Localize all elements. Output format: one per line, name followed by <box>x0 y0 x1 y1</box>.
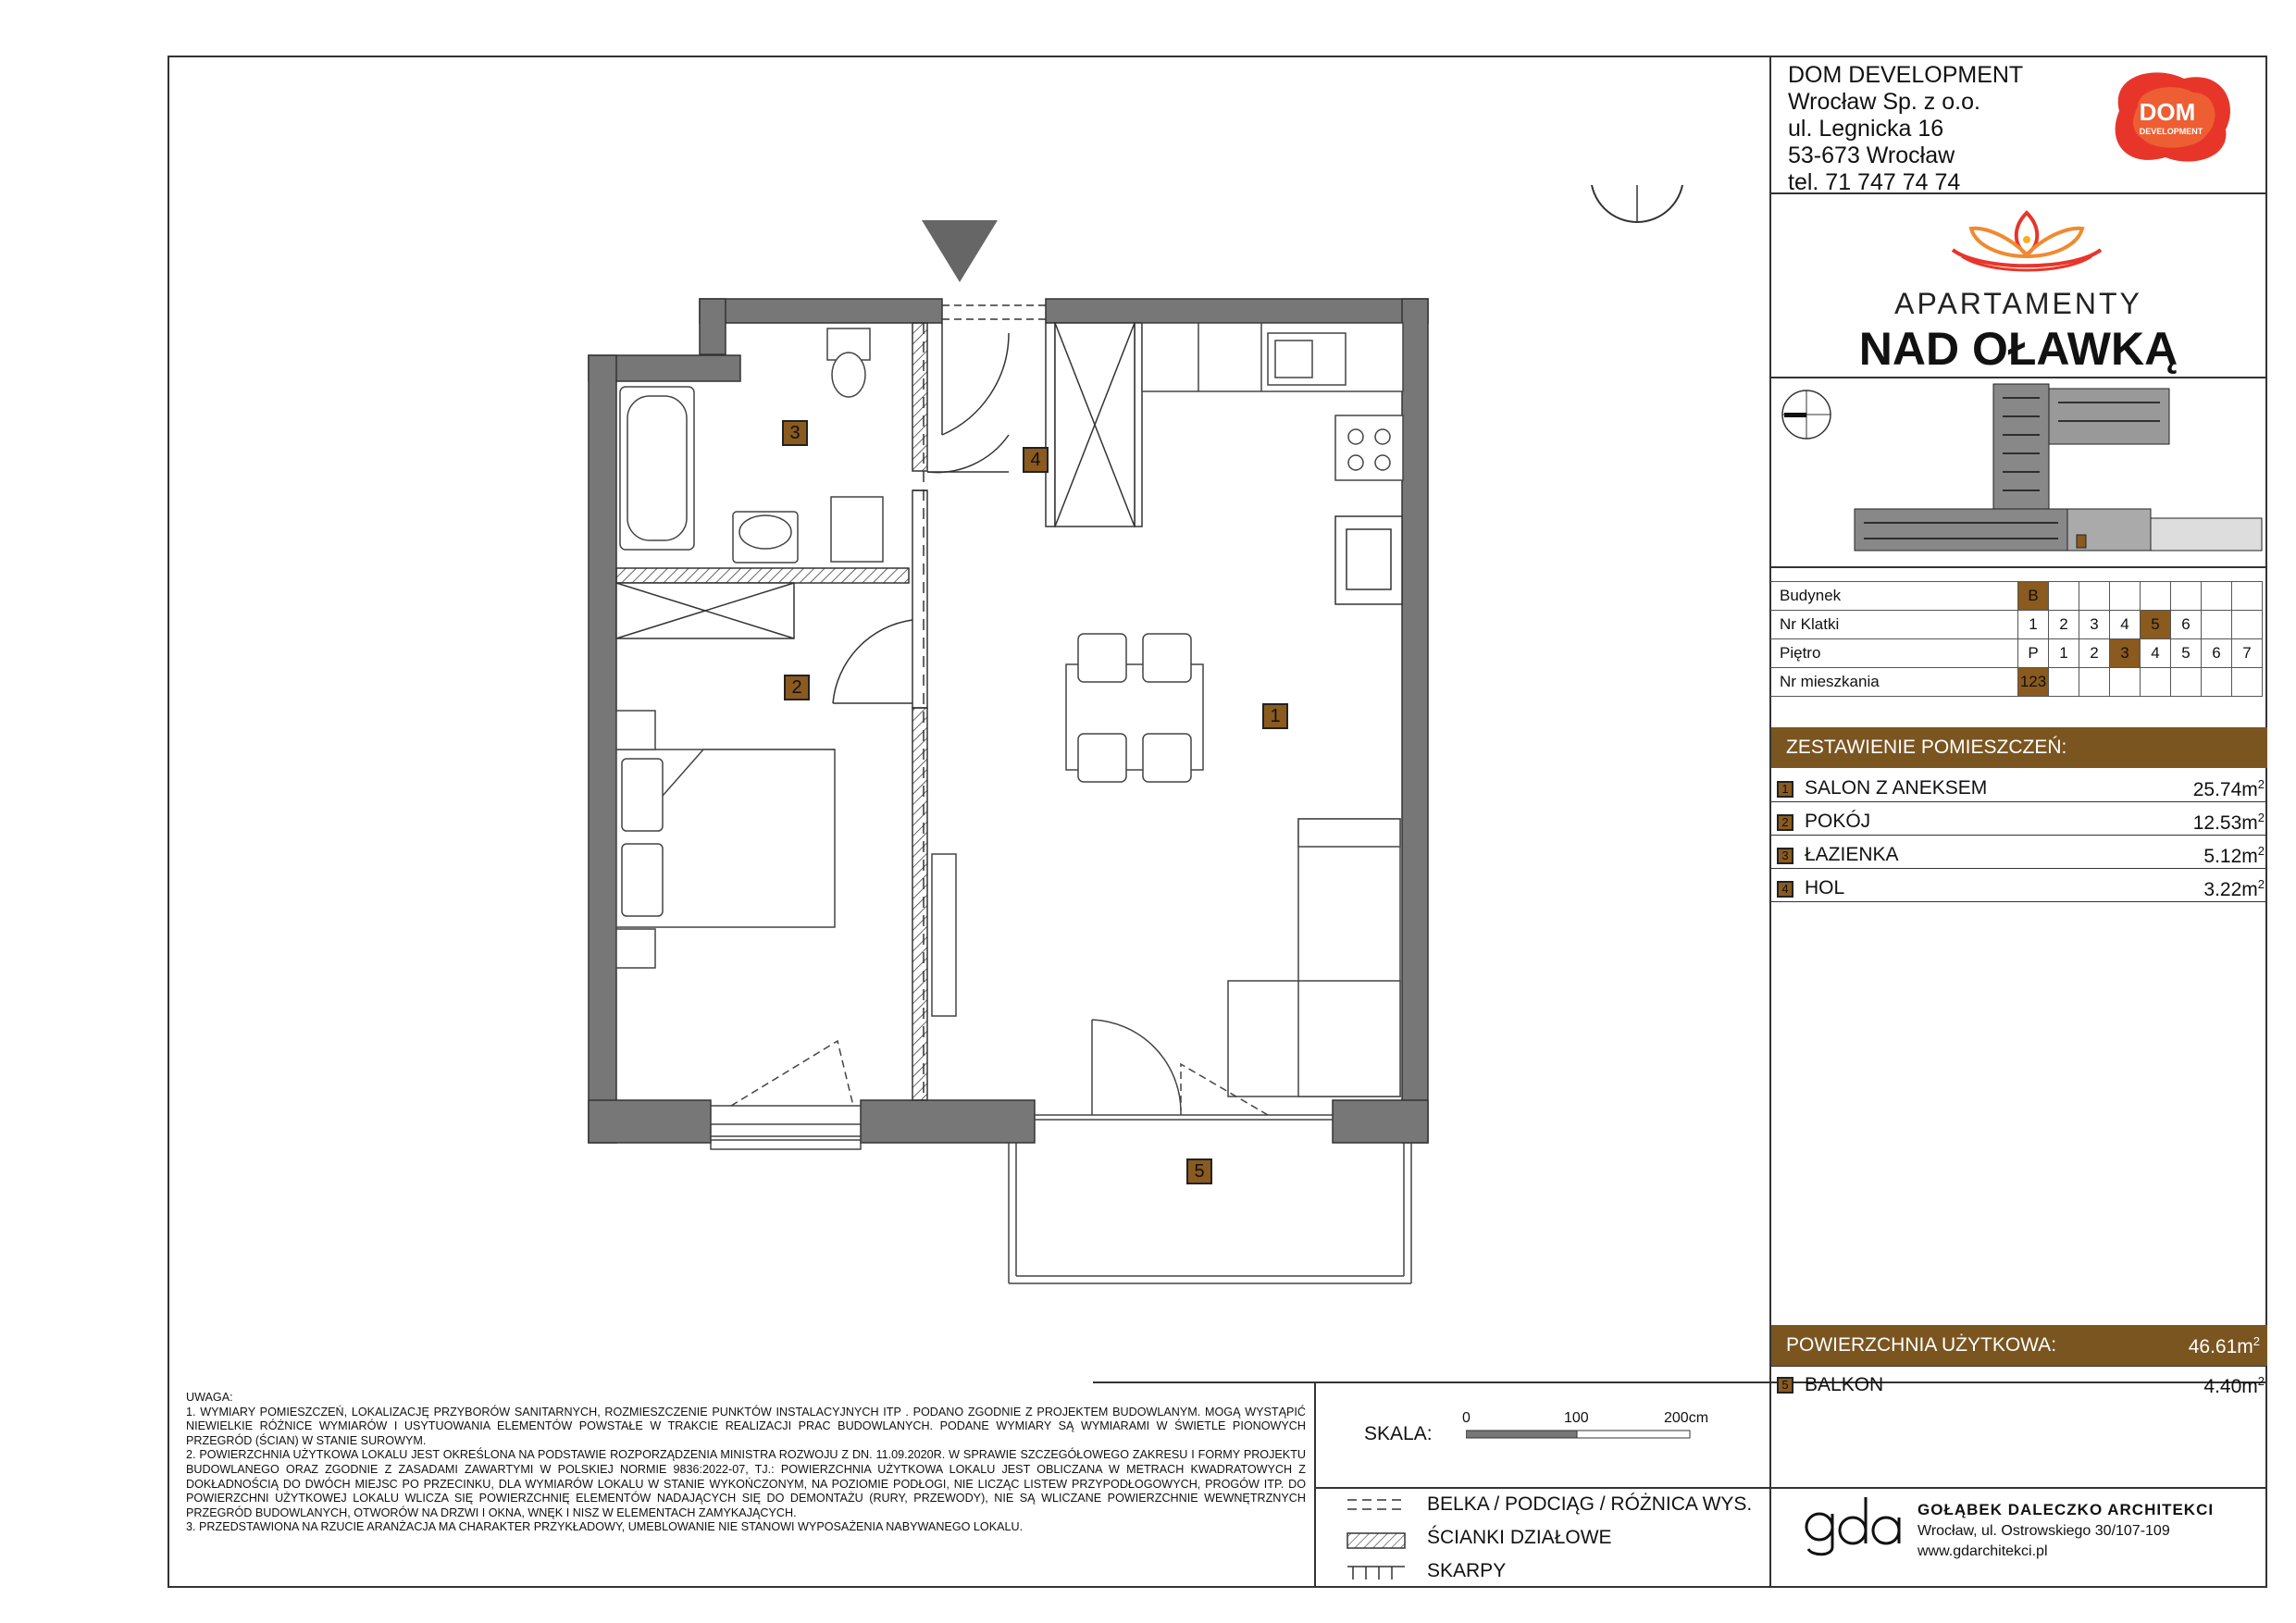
dom-development-logo <box>2101 65 2240 167</box>
architect-name: GOŁĄBEK DALECZKO ARCHITEKCI <box>1917 1501 2215 1518</box>
building-table-cell <box>2141 582 2171 611</box>
room-name: HOL <box>1805 877 1845 898</box>
divider <box>1769 868 2267 869</box>
svg-text:DOM: DOM <box>2139 98 2196 126</box>
balcony-number: 5 <box>1777 1377 1793 1394</box>
notes-title: UWAGA: <box>186 1391 233 1404</box>
building-table-cell: 2 <box>2049 611 2079 639</box>
divider <box>1769 1366 2267 1367</box>
company-line: Wrocław Sp. z o.o. <box>1788 89 1980 115</box>
project-title-top: APARTAMENTY <box>1894 287 2142 320</box>
building-table-label: Nr Klatki <box>1770 611 2018 639</box>
note-2: 2. POWIERZCHNIA UŻYTKOWA LOKALU JEST OKREŚLONA NA PODSTAWIE ROZPORZĄDZENIA MINISTRA ROZWOJU Z DN. 11.09.2020R. W SPRAWIE SZCZEGÓŁOWEGO ZAKRESU I FORMY PROJEKTU BUDOWLANEGO ORAZ ZGODNIE Z ZASADAMI ZAWARTYMI W POLSKIEJ NORMIE 9836:2022-07, TJ.: POWIERZCHNIA UŻYTKOWA LOKALU JEST OBLICZANA W METRACH KWADRATOWYCH Z DOKŁADNOŚCIĄ DO DWÓCH MIEJSC PO PRZECINKU, DLA WYMIARÓW LOKALU W STANIE WYKOŃCZONYM, NA POZIOMIE PODŁOGI, NIE LICZĄC LISTEW PRZYPODŁOGOWYCH, PROGÓW ITP. DO POWIERZCHNI UŻYTKOWEJ LOKALU WLICZA SIĘ POWIERZCHNIĘ ELEMENTÓW NADAJĄCYCH SIĘ DO DEMONTAŻU (RURY, PRZEWODY), NIE SĄ WLICZANE POWIERZCHNIE WEWNĘTRZNYCH PRZEGRÓD BUDOWLANYCH, OTWORÓW NA DRZWI I OKNA, WNĘK I NISZ W ELEMENTACH ZAMYKAJĄCYCH. <box>186 1448 1306 1519</box>
building-table-cell <box>2110 582 2141 611</box>
divider <box>1769 377 2267 378</box>
building-table-cell: P <box>2018 639 2049 668</box>
building-table-cell <box>2171 668 2202 697</box>
building-table-row <box>1770 582 2263 611</box>
note-3: 3. PRZEDSTAWIONA NA RZUCIE ARANŻACJA MA CHARAKTER PRZYKŁADOWY, UMEBLOWANIE NIE STANOWI WYPOSAŻENIA NABYWANEGO LOKALU. <box>186 1520 1024 1534</box>
floor-plan <box>555 185 1712 1314</box>
building-table-cell <box>2110 668 2141 697</box>
divider <box>1314 1487 2267 1489</box>
architect-web: www.gdarchitekci.pl <box>1917 1543 2048 1559</box>
company-name: DOM DEVELOPMENT <box>1788 62 2024 88</box>
building-table-cell: 2 <box>2079 639 2110 668</box>
room-area: $5.12m^2$ <box>2203 844 2265 867</box>
room-number: 1 <box>1777 781 1793 798</box>
scale-bar <box>1466 1429 1697 1440</box>
room-area: $3.22m^2$ <box>2203 877 2265 900</box>
room-name: POKÓJ <box>1805 811 1871 832</box>
company-street: ul. Legnicka 16 <box>1788 116 1944 142</box>
building-table-cell: 123 <box>2018 668 2049 697</box>
divider <box>1769 835 2267 836</box>
svg-text:DEVELOPMENT: DEVELOPMENT <box>2139 127 2203 136</box>
building-table-cell: 4 <box>2141 639 2171 668</box>
building-table-cell <box>2232 611 2263 639</box>
building-table-cell: 4 <box>2110 611 2141 639</box>
building-table-cell: 7 <box>2232 639 2263 668</box>
building-table-cell <box>2202 582 2232 611</box>
room-area: $12.53m^2$ <box>2192 811 2265 834</box>
scale-tick-100: 100 <box>1564 1410 1589 1426</box>
room-name: ŁAZIENKA <box>1805 844 1899 865</box>
building-table-cell <box>2202 611 2232 639</box>
usable-area-bar <box>1771 1325 2267 1366</box>
building-table-cell: 5 <box>2171 639 2202 668</box>
scale-tick-200: 200cm <box>1664 1410 1709 1426</box>
building-table-label: Nr mieszkania <box>1770 668 2018 697</box>
divider <box>1769 801 2267 802</box>
balcony-name: BALKON <box>1805 1374 1884 1395</box>
building-table-cell <box>2049 582 2079 611</box>
divider <box>1769 901 2267 902</box>
plan-label-pokoj: 2 <box>784 675 810 700</box>
hatched-box-icon <box>1347 1533 1405 1548</box>
room-area: $25.74m^2$ <box>2192 777 2265 800</box>
divider <box>1314 1381 1316 1588</box>
scale-label: SKALA: <box>1364 1423 1433 1444</box>
plan-label-hol: 4 <box>1023 447 1049 473</box>
lotus-logo <box>1943 199 2110 273</box>
building-table-cell: 3 <box>2110 639 2141 668</box>
building-table-cell <box>2232 582 2263 611</box>
project-title-bottom: NAD OŁAWKĄ <box>1858 323 2178 375</box>
building-table-cell: 6 <box>2202 639 2232 668</box>
building-table-cell <box>2079 582 2110 611</box>
building-table-cell <box>2202 668 2232 697</box>
note-1: 1. WYMIARY POMIESZCZEŃ, LOKALIZACJĘ PRZYBORÓW SANITARNYCH, ROZMIESZCZENIE PUNKTÓW INSTALACYJNYCH ITP . PODANO ZGODNIE Z PROJEKTEM BUDOWLANYM. MOGĄ WYSTĄPIĆ NIEWIELKIE RÓŻNICE WYMIARÓW I USYTUOWANIA ELEMENTÓW POWSTAŁE W TRAKCIE REALIZACJI PRAC BUDOWLANYCH. PODANE WYMIARY SĄ WYMIARAMI W ŚWIETLE PIONOWYCH PRZEGRÓD (ŚCIAN) W STANIE SUROWYM. <box>186 1405 1306 1447</box>
building-table-label: Piętro <box>1770 639 2018 668</box>
north-arrow <box>1591 185 1683 222</box>
building-table-cell <box>2141 668 2171 697</box>
ticks-icon <box>1347 1567 1405 1580</box>
usable-area-value: $46.61m^2$ <box>2188 1334 2260 1357</box>
divider <box>1769 566 2267 568</box>
rooms-header-bar <box>1771 727 2267 768</box>
legend-slopes: SKARPY <box>1427 1560 1507 1581</box>
company-phone: tel. 71 747 74 74 <box>1788 169 1961 195</box>
building-table-cell <box>2049 668 2079 697</box>
building-table-cell: 3 <box>2079 611 2110 639</box>
building-table-cell: 1 <box>2018 611 2049 639</box>
building-table-cell: 1 <box>2049 639 2079 668</box>
plan-label-balkon: 5 <box>1186 1158 1212 1184</box>
building-table-cell: 6 <box>2171 611 2202 639</box>
company-city: 53-673 Wrocław <box>1788 142 1955 168</box>
building-table-label: Budynek <box>1770 582 2018 611</box>
building-table-cell <box>2171 582 2202 611</box>
balcony-area: $4.40m^2$ <box>2203 1374 2265 1397</box>
room-name: SALON Z ANEKSEM <box>1805 777 1988 799</box>
building-table-cell: 5 <box>2141 611 2171 639</box>
entrance-marker <box>922 220 998 282</box>
legend-beam: BELKA / PODCIĄG / RÓŻNICA WYS. <box>1427 1493 1753 1515</box>
building-table-cell <box>2232 668 2263 697</box>
room-number: 3 <box>1777 848 1793 864</box>
plan-label-salon: 1 <box>1262 703 1288 729</box>
room-number: 2 <box>1777 814 1793 831</box>
plan-label-lazienka: 3 <box>782 420 808 446</box>
scale-tick-0: 0 <box>1462 1410 1471 1426</box>
building-table-row <box>1770 611 2263 639</box>
gda-logo <box>1803 1493 1906 1558</box>
building-table-row <box>1770 639 2263 668</box>
building-info-table <box>1770 581 2263 697</box>
site-key-plan <box>1771 379 2267 564</box>
rooms-header: ZESTAWIENIE POMIESZCZEŃ: <box>1786 737 2067 758</box>
architect-address: Wrocław, ul. Ostrowskiego 30/107-109 <box>1917 1523 2170 1539</box>
building-table-cell <box>2079 668 2110 697</box>
room-number: 4 <box>1777 881 1793 898</box>
usable-area-label: POWIERZCHNIA UŻYTKOWA: <box>1786 1334 2057 1356</box>
dashed-line-icon <box>1347 1500 1405 1509</box>
building-table-row <box>1770 668 2263 697</box>
building-table-cell: B <box>2018 582 2049 611</box>
notes <box>186 1391 1306 1535</box>
legend-partitions: ŚCIANKI DZIAŁOWE <box>1427 1527 1612 1548</box>
